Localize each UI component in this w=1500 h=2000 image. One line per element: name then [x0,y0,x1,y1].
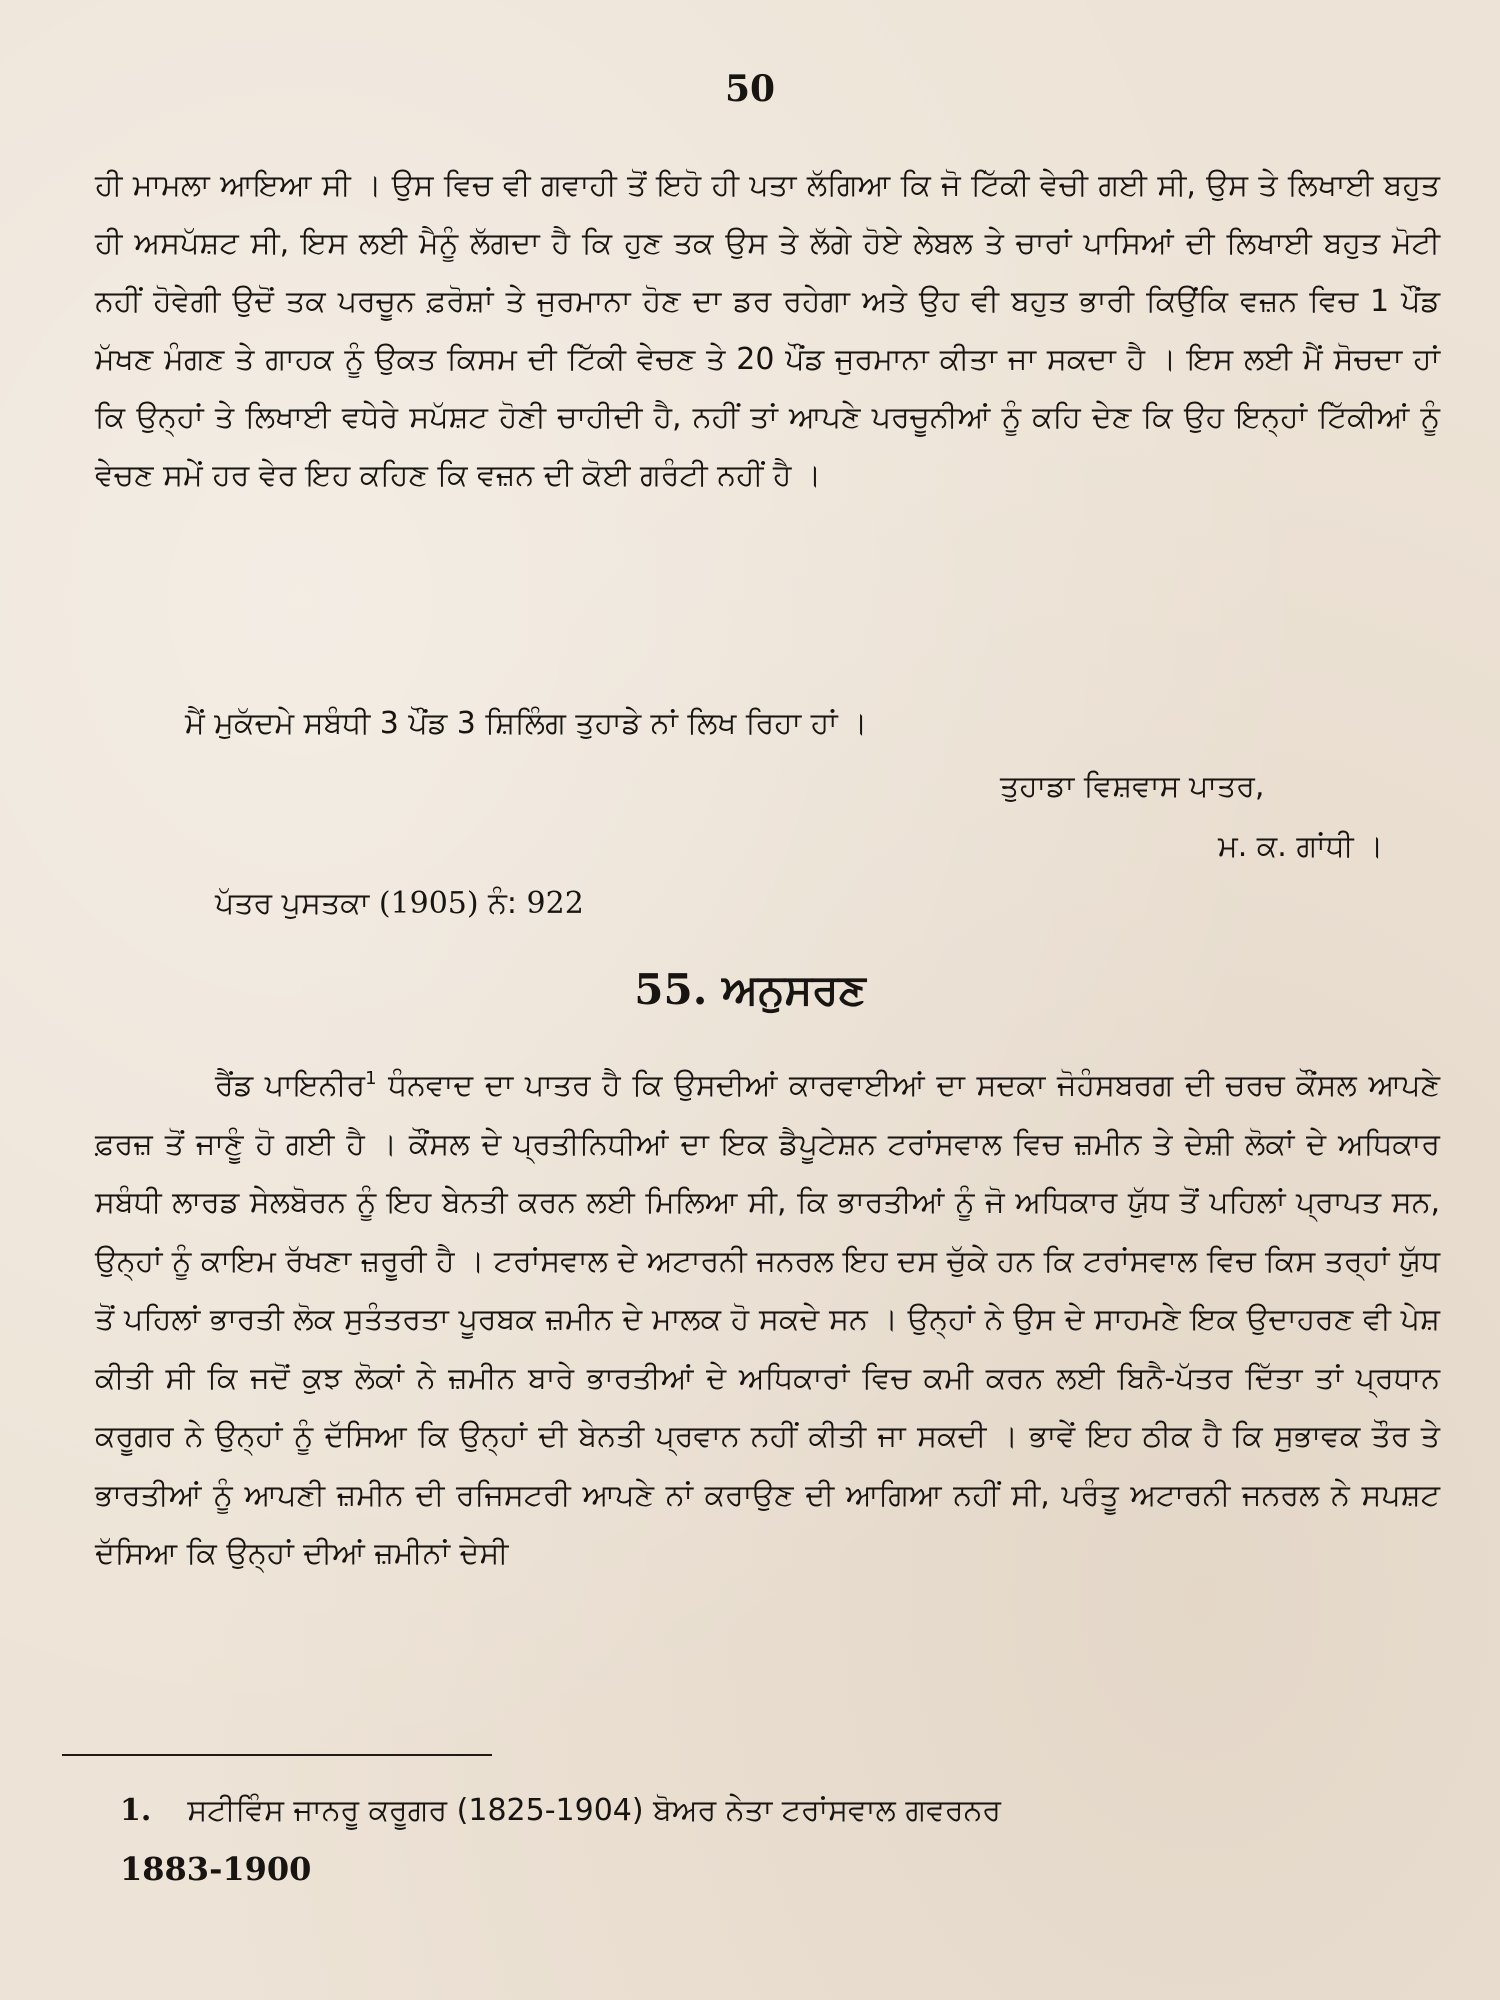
section-title: ਅਨੁਸਰਣ [721,965,866,1014]
page-number: 50 [724,68,776,110]
footnote-number: 1. [120,1793,152,1828]
letter-paragraph: ਹੀ ਮਾਮਲਾ ਆਇਆ ਸੀ । ਉਸ ਵਿਚ ਵੀ ਗਵਾਹੀ ਤੋਂ ਇਹੋ ਹੀ ਪਤਾ ਲੱਗਿਆ ਕਿ ਜੋ ਟਿੱਕੀ ਵੇਚੀ ਗਈ ਸੀ, ਉਸ ਤੇ ਲਿਖਾਈ ਬਹੁਤ ਹੀ ਅਸਪੱਸ਼ਟ ਸੀ, ਇਸ ਲਈ ਮੈਨੂੰ ਲੱਗਦਾ ਹੈ ਕਿ ਹੁਣ ਤਕ ਉਸ ਤੇ ਲੱਗੇ ਹੋਏ ਲੇਬਲ ਤੇ ਚਾਰਾਂ ਪਾਸਿਆਂ ਦੀ ਲਿਖਾਈ ਬਹੁਤ ਮੋਟੀ ਨਹੀਂ ਹੋਵੇਗੀ ਉਦੋਂ ਤਕ ਪਰਚੂਨ ਫ਼ਰੋਸ਼ਾਂ ਤੇ ਜੁਰਮਾਨਾ ਹੋਣ ਦਾ ਡਰ ਰਹੇਗਾ ਅਤੇ ਉਹ ਵੀ ਬਹੁਤ ਭਾਰੀ ਕਿਉਂਕਿ ਵਜ਼ਨ ਵਿਚ 1 ਪੌਂਡ ਮੱਖਣ ਮੰਗਣ ਤੇ ਗਾਹਕ ਨੂੰ ਉਕਤ ਕਿਸਮ ਦੀ ਟਿੱਕੀ ਵੇਚਣ ਤੇ 20 ਪੌਂਡ ਜੁਰਮਾਨਾ ਕੀਤਾ ਜਾ ਸਕਦਾ ਹੈ । ਇਸ ਲਈ ਮੈਂ ਸੋਚਦਾ ਹਾਂ ਕਿ ਉਨ੍ਹਾਂ ਤੇ ਲਿਖਾਈ ਵਧੇਰੇ ਸਪੱਸ਼ਟ ਹੋਣੀ ਚਾਹੀਦੀ ਹੈ, ਨਹੀਂ ਤਾਂ ਆਪਣੇ ਪਰਚੂਨੀਆਂ ਨੂੰ ਕਹਿ ਦੇਣ ਕਿ ਉਹ ਇਨ੍ਹਾਂ ਟਿੱਕੀਆਂ ਨੂੰ ਵੇਚਣ ਸਮੇਂ ਹਰ ਵੇਰ ਇਹ ਕਹਿਣ ਕਿ ਵਜ਼ਨ ਦੀ ਕੋਈ ਗਰੰਟੀ ਨਹੀਂ ਹੈ । [95,168,1440,493]
paragraph-body: ਧੰਨਵਾਦ ਦਾ ਪਾਤਰ ਹੈ ਕਿ ਉਸਦੀਆਂ ਕਾਰਵਾਈਆਂ ਦਾ ਸਦਕਾ ਜੋਹੰਸਬਰਗ ਦੀ ਚਰਚ ਕੌਂਸਲ ਆਪਣੇ ਫ਼ਰਜ਼ ਤੋਂ ਜਾਣੂੰ ਹੋ ਗਈ ਹੈ । ਕੌਂਸਲ ਦੇ ਪ੍ਰਤੀਨਿਧੀਆਂ ਦਾ ਇਕ ਡੈਪੂਟੇਸ਼ਨ ਟਰਾਂਸਵਾਲ ਵਿਚ ਜ਼ਮੀਨ ਤੇ ਦੇਸ਼ੀ ਲੋਕਾਂ ਦੇ ਅਧਿਕਾਰ ਸਬੰਧੀ ਲਾਰਡ ਸੇਲਬੋਰਨ ਨੂੰ ਇਹ ਬੇਨਤੀ ਕਰਨ ਲਈ ਮਿਲਿਆ ਸੀ, ਕਿ ਭਾਰਤੀਆਂ ਨੂੰ ਜੋ ਅਧਿਕਾਰ ਯੁੱਧ ਤੋਂ ਪਹਿਲਾਂ ਪ੍ਰਾਪਤ ਸਨ, ਉਨ੍ਹਾਂ ਨੂੰ ਕਾਇਮ ਰੱਖਣਾ ਜ਼ਰੂਰੀ ਹੈ । ਟਰਾਂਸਵਾਲ ਦੇ ਅਟਾਰਨੀ ਜਨਰਲ ਇਹ ਦਸ ਚੁੱਕੇ ਹਨ ਕਿ ਟਰਾਂਸਵਾਲ ਵਿਚ ਕਿਸ ਤਰ੍ਹਾਂ ਯੁੱਧ ਤੋਂ ਪਹਿਲਾਂ ਭਾਰਤੀ ਲੋਕ ਸੁਤੰਤਰਤਾ ਪੂਰਬਕ ਜ਼ਮੀਨ ਦੇ ਮਾਲਕ ਹੋ ਸਕਦੇ ਸਨ । ਉਨ੍ਹਾਂ ਨੇ ਉਸ ਦੇ ਸਾਹਮਣੇ ਇਕ ਉਦਾਹਰਣ ਵੀ ਪੇਸ਼ ਕੀਤੀ ਸੀ ਕਿ ਜਦੋਂ ਕੁਝ ਲੋਕਾਂ ਨੇ ਜ਼ਮੀਨ ਬਾਰੇ ਭਾਰਤੀਆਂ ਦੇ ਅਧਿਕਾਰਾਂ ਵਿਚ ਕਮੀ ਕਰਨ ਲਈ ਬਿਨੈ-ਪੱਤਰ ਦਿੱਤਾ ਤਾਂ ਪ੍ਰਧਾਨ ਕਰੂਗਰ ਨੇ ਉਨ੍ਹਾਂ ਨੂੰ ਦੱਸਿਆ ਕਿ ਉਨ੍ਹਾਂ ਦੀ ਬੇਨਤੀ ਪ੍ਰਵਾਨ ਨਹੀਂ ਕੀਤੀ ਜਾ ਸਕਦੀ । ਭਾਵੇਂ ਇਹ ਠੀਕ ਹੈ ਕਿ ਸੁਭਾਵਕ ਤੌਰ ਤੇ ਭਾਰਤੀਆਂ ਨੂੰ ਆਪਣੀ ਜ਼ਮੀਨ ਦੀ ਰਜਿਸਟਰੀ ਆਪਣੇ ਨਾਂ ਕਰਾਉਣ ਦੀ ਆਗਿਆ ਨਹੀਂ ਸੀ, ਪਰੰਤੂ ਅਟਾਰਨੀ ਜਨਰਲ ਨੇ ਸਪਸ਼ਟ ਦੱਸਿਆ ਕਿ ਉਨ੍ਹਾਂ ਦੀਆਂ ਜ਼ਮੀਨਾਂ ਦੇਸੀ [95,1068,1440,1571]
paragraph-start: ਰੈਂਡ ਪਾਇਨੀਰ [215,1068,366,1103]
reference-number: 922 [526,886,584,921]
article-paragraph [95,1057,1440,1584]
footnote-divider [62,1754,492,1756]
footnote-marker: 1 [365,1068,377,1089]
footnote [120,1782,1440,1840]
footnote-text: ਸਟੀਵਿੰਸ ਜਾਨਰੂ ਕਰੂਗਰ (1825-1904) ਬੋਅਰ ਨੇਤਾ ਟਰਾਂਸਵਾਲ ਗਵਰਨਰ [187,1793,1001,1828]
letter-reference [215,875,584,933]
signature-name: ਮ. ਕ. ਗਾਂਧੀ । [1218,829,1384,864]
reference-number-label: ਨੰ: [488,886,517,921]
reference-label: ਪੱਤਰ ਪੁਸਤਕਾ [215,886,370,921]
reference-year: (1905) [378,886,479,921]
section-number: 55. [634,965,708,1014]
section-heading [0,965,1500,1015]
footnote-years: 1883-1900 [120,1850,312,1888]
signature-closing: ਤੁਹਾਡਾ ਵਿਸ਼ਵਾਸ ਪਾਤਰ, [1000,769,1265,804]
letter-paragraph-amount: ਮੈਂ ਮੁਕੱਦਮੇ ਸਬੰਧੀ 3 ਪੌਂਡ 3 ਸ਼ਿਲਿੰਗ ਤੁਹਾਡੇ ਨਾਂ ਲਿਖ ਰਿਹਾ ਹਾਂ । [185,706,868,741]
